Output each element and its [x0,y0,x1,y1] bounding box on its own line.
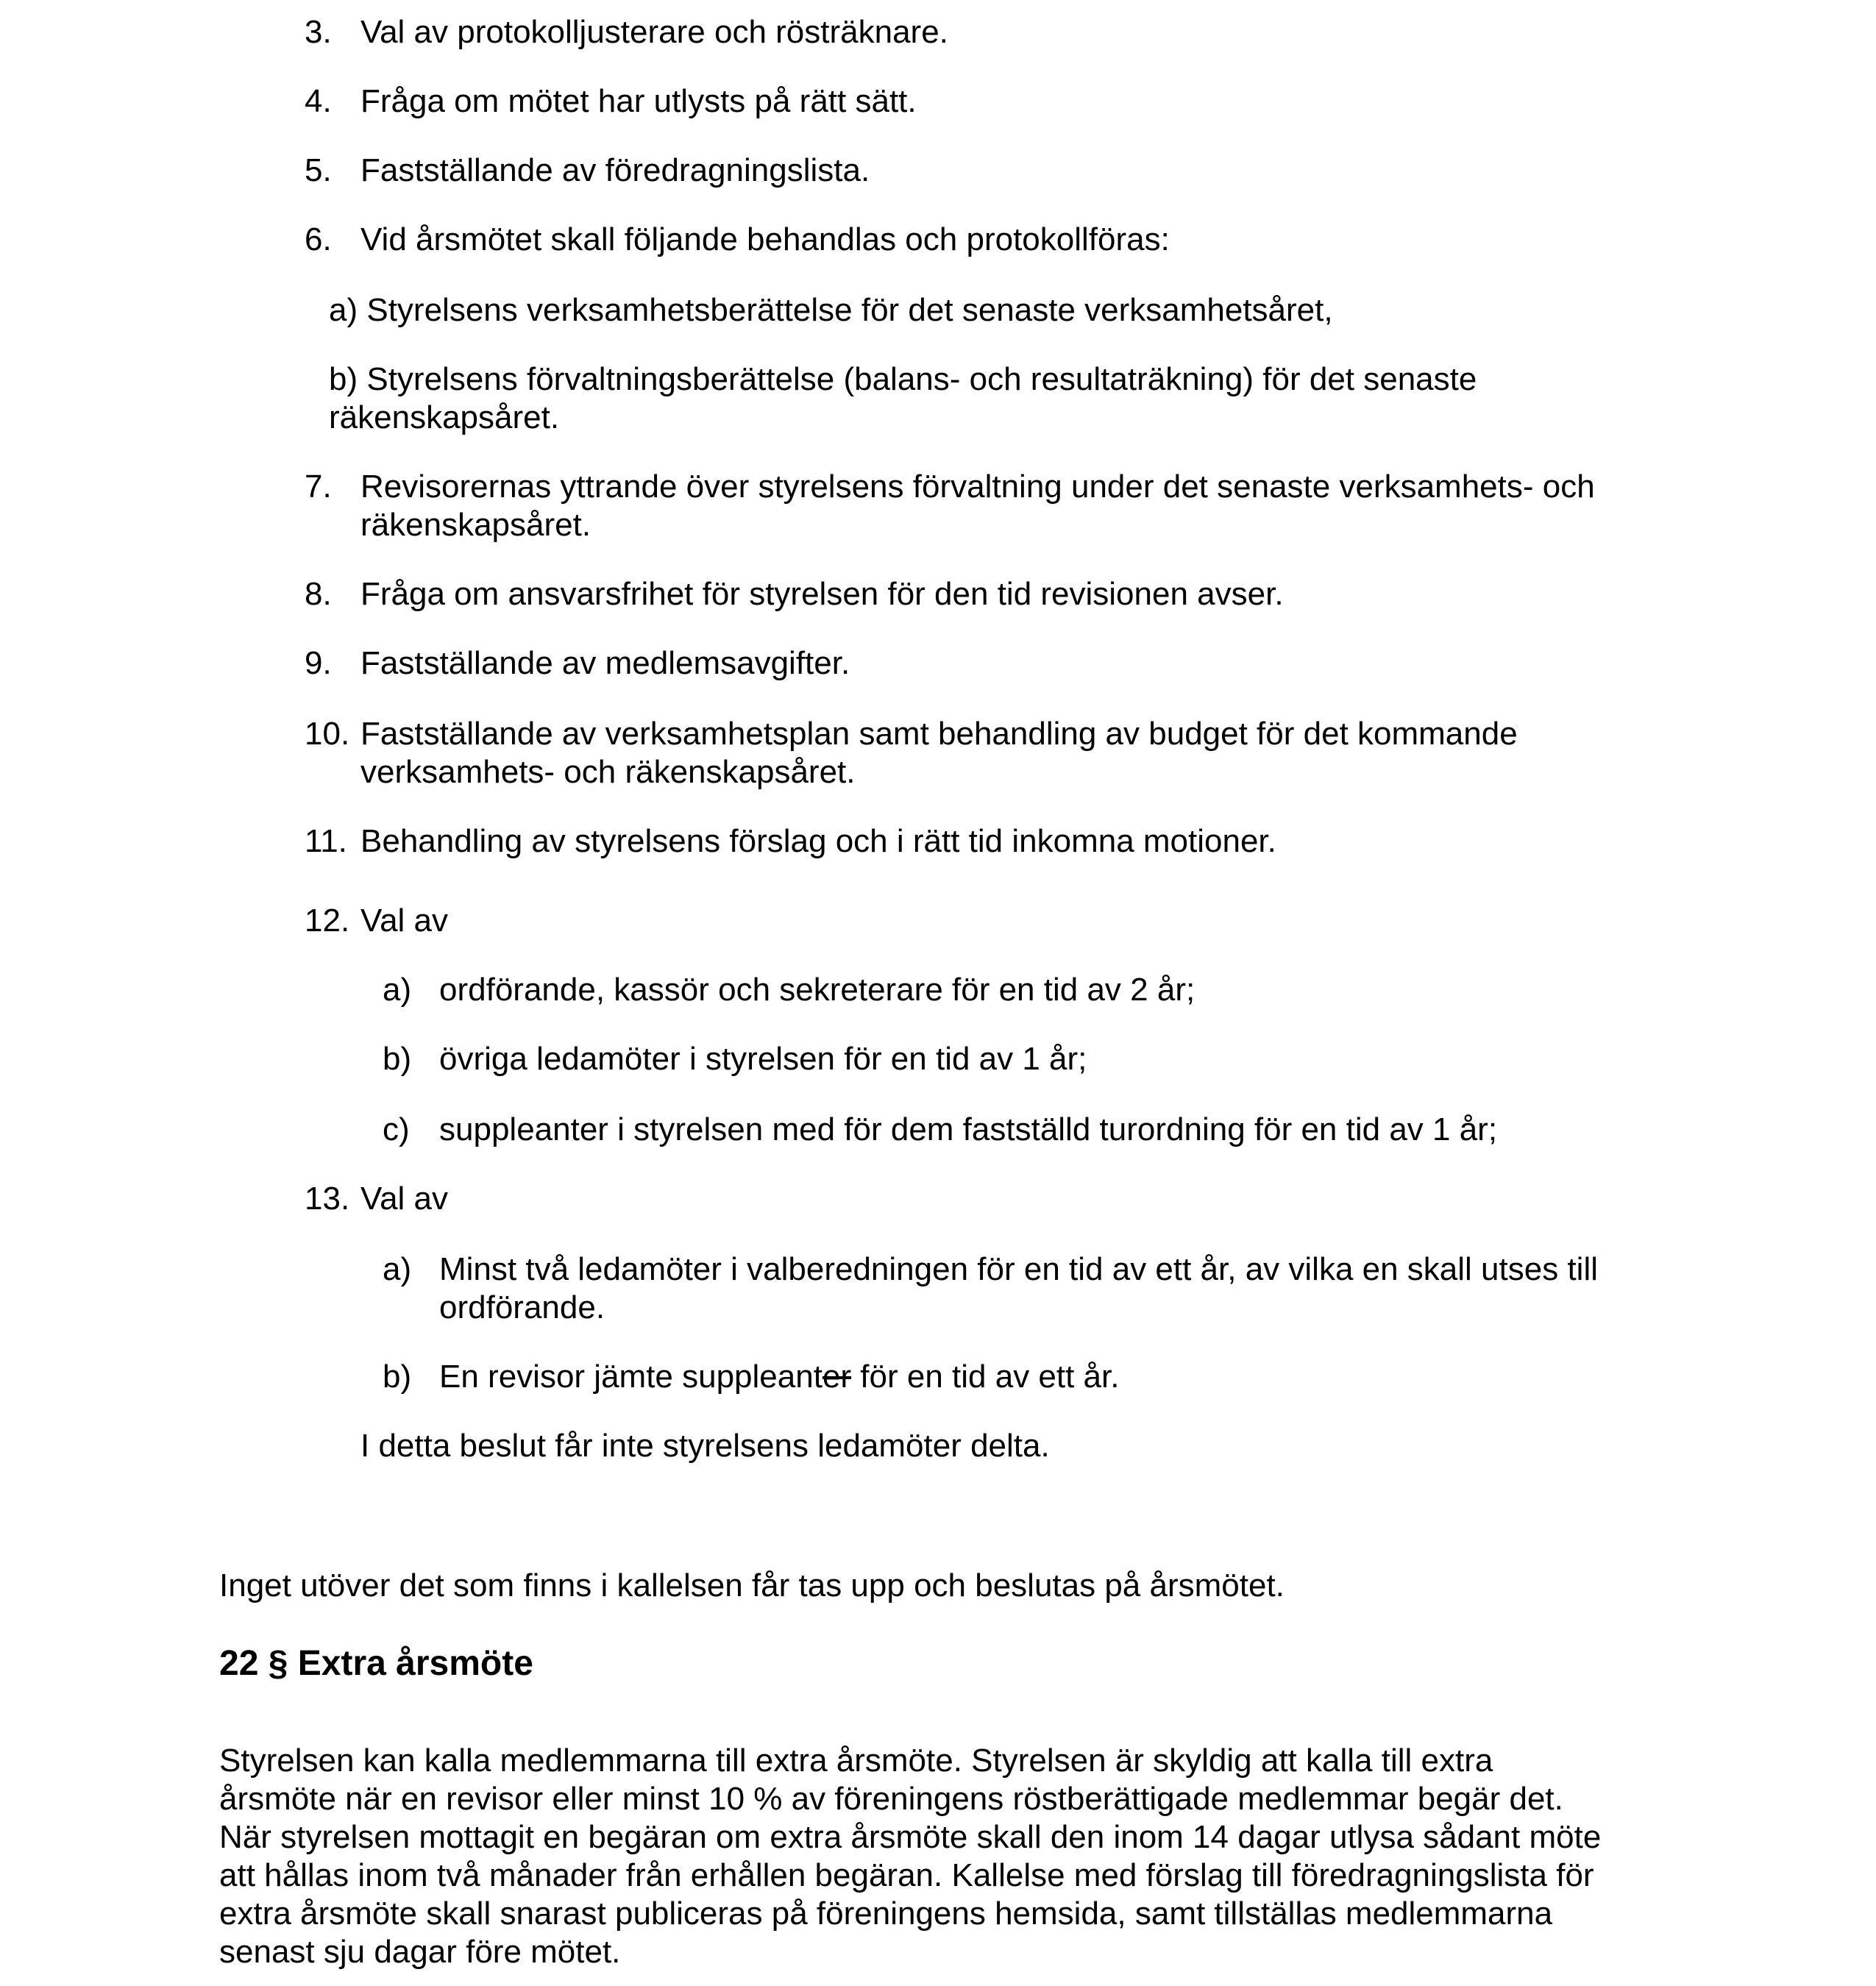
sub-item-text-pre: En revisor jämte suppleant [439,1359,822,1395]
list-number: 11. [305,823,347,859]
list-text-line1: Fastställande av verksamhetsplan samt behandling av budget för det kommande [360,716,1518,752]
list-number: 9. [305,645,332,681]
list-text: Val av protokolljusterare och rösträknare. [360,14,948,50]
list-number: 5. [305,152,332,188]
section-line-4: att hållas inom två månader från erhållen begäran. Kallelse med förslag till föredragningslista för [219,1857,1594,1893]
struck-text: er [822,1359,852,1395]
sub-item-text: ordförande, kassör och sekreterare för en tid av 2 år; [439,972,1195,1008]
list-text: Fråga om ansvarsfrihet för styrelsen för den tid revisionen avser. [360,576,1284,612]
sub-item-text-post: för en tid av ett år. [851,1359,1120,1395]
list-number: 8. [305,576,332,612]
note-text: I detta beslut får inte styrelsens ledamöter delta. [360,1428,1050,1464]
sub-item-label: c) [383,1111,410,1147]
sub-item-label: b) [383,1359,412,1395]
list-number: 4. [305,83,332,119]
sub-item-text: övriga ledamöter i styrelsen för en tid av 1 år; [439,1041,1087,1077]
list-number: 3. [305,14,332,50]
section-line-2: årsmöte när en revisor eller minst 10 % av föreningens röstberättigade medlemmar begär det. [219,1781,1563,1817]
sub-item-text-line2: ordförande. [439,1289,605,1325]
list-text: Fastställande av medlemsavgifter. [360,645,850,681]
sub-item-label: a) [383,972,412,1008]
sub-item-text: a) Styrelsens verksamhetsberättelse för det senaste verksamhetsåret, [329,292,1333,328]
sub-item-label: a) [383,1251,412,1287]
section-line-5: extra årsmöte skall snarast publiceras på föreningens hemsida, samt tillställas medlemmarna [219,1896,1553,1932]
list-text-line2: räkenskapsåret. [360,507,591,543]
sub-item-label: b) [383,1041,412,1077]
sub-item-text: suppleanter i styrelsen med för dem fastställd turordning för en tid av 1 år; [439,1111,1498,1147]
list-number: 7. [305,469,332,505]
list-number: 10. [305,716,350,752]
list-text: Fastställande av föredragningslista. [360,152,870,188]
list-number: 6. [305,221,332,257]
list-text: Fråga om mötet har utlysts på rätt sätt. [360,83,917,119]
list-text-line1: Revisorernas yttrande över styrelsens förvaltning under det senaste verksamhets- och [360,469,1595,505]
sub-item-text-line1: b) Styrelsens förvaltningsberättelse (balans- och resultaträkning) för det senaste [329,361,1477,397]
list-number: 12. [305,903,350,939]
list-text: Vid årsmötet skall följande behandlas och protokollföras: [360,221,1170,257]
sub-item-text-line2: räkenskapsåret. [329,399,560,435]
list-text-line2: verksamhets- och räkenskapsåret. [360,754,856,790]
list-text: Val av [360,1181,449,1217]
list-number: 13. [305,1181,350,1217]
list-text: Behandling av styrelsens förslag och i rätt tid inkomna motioner. [360,823,1276,859]
closing-paragraph: Inget utöver det som finns i kallelsen får tas upp och beslutas på årsmötet. [219,1567,1285,1604]
section-heading: 22 § Extra årsmöte [219,1644,533,1683]
list-text: Val av [360,903,449,939]
section-line-1: Styrelsen kan kalla medlemmarna till extra årsmöte. Styrelsen är skyldig att kalla till extra [219,1743,1493,1779]
sub-item-text-line1: Minst två ledamöter i valberedningen för en tid av ett år, av vilka en skall utses till [439,1251,1598,1287]
section-line-3: När styrelsen mottagit en begäran om extra årsmöte skall den inom 14 dagar utlysa sådant möte [219,1819,1602,1855]
section-line-6: senast sju dagar före mötet. [219,1934,621,1970]
sub-item-text [439,1358,1690,1396]
